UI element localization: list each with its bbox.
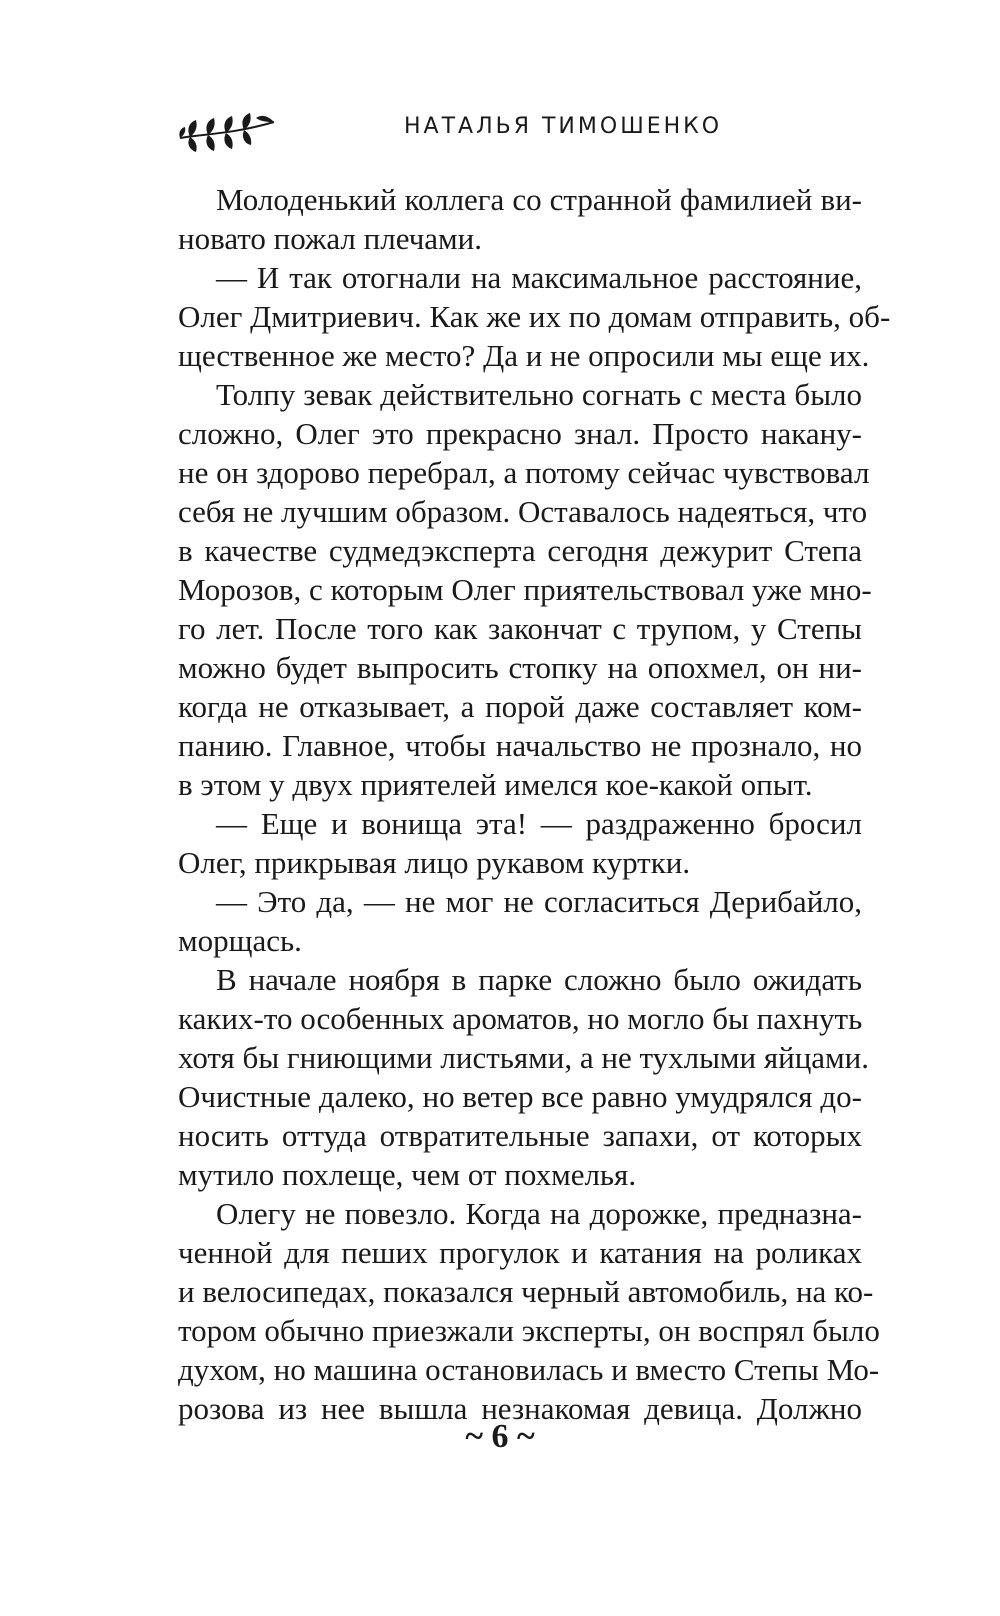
text-line: Олег, прикрывая лицо рукавом куртки. <box>178 845 691 880</box>
author-name: НАТАЛЬЯ ТИМОШЕНКО <box>404 114 723 139</box>
text-line: морщась. <box>178 923 302 958</box>
leaf-branch-icon <box>178 108 278 156</box>
text-line: носить оттуда отвратительные запахи, от которых <box>178 1118 862 1153</box>
text-line: — Это да, — не мог не согласиться Дерибайло, <box>216 884 862 919</box>
text-line: Толпу зевак действительно согнать с места было <box>216 377 862 412</box>
text-line: — И так отогнали на максимальное расстояние, <box>216 260 862 295</box>
text-line: Очистные далеко, но ветер все равно умудрялся до- <box>178 1079 862 1114</box>
text-line: щественное же место? Да и не опросили мы еще их. <box>178 338 870 373</box>
text-line: новато пожал плечами. <box>178 221 483 256</box>
text-line: го лет. После того как закончат с трупом, у Степы <box>178 611 862 646</box>
text-line: в этом у двух приятелей имелся кое-какой опыт. <box>178 767 813 802</box>
text-line: и велосипедах, показался черный автомобиль, на ко- <box>178 1274 874 1309</box>
text-line: не он здорово перебрал, а потому сейчас чувствовал <box>178 455 870 490</box>
page-number: ~ 6 ~ <box>465 1418 535 1455</box>
text-line: В начале ноября в парке сложно было ожидать <box>216 962 862 997</box>
text-line: ченной для пеших прогулок и катания на роликах <box>178 1235 862 1270</box>
text-line: Молоденький коллега со странной фамилией ви- <box>216 182 862 217</box>
text-line: панию. Главное, чтобы начальство не прознало, но <box>178 728 862 763</box>
text-line: сложно, Олег это прекрасно знал. Просто накану- <box>178 416 862 451</box>
running-header <box>178 108 878 158</box>
text-line: себя не лучшим образом. Оставалось надеяться, что <box>178 494 868 529</box>
text-line: можно будет выпросить стопку на опохмел, он ни- <box>178 650 862 685</box>
text-line: Олегу не повезло. Когда на дорожке, предназна- <box>216 1196 862 1231</box>
body-text <box>178 180 891 1428</box>
text-line: хотя бы гниющими листьями, а не тухлыми яйцами. <box>178 1040 870 1075</box>
text-line: мутило похлеще, чем от похмелья. <box>178 1157 637 1192</box>
text-line: каких-то особенных ароматов, но могло бы пахнуть <box>178 1001 863 1036</box>
text-line: когда не отказывает, а порой даже составляет ком- <box>178 689 862 724</box>
text-line: духом, но машина остановилась и вместо Степы Мо- <box>178 1352 880 1387</box>
text-line: в качестве судмедэксперта сегодня дежурит Степа <box>178 533 862 568</box>
text-line: розова из нее вышла незнакомая девица. Должно <box>178 1391 862 1426</box>
text-line: Олег Дмитриевич. Как же их по домам отправить, об- <box>178 299 891 334</box>
text-line: Морозов, с которым Олег приятельствовал уже мно- <box>178 572 872 607</box>
text-line: тором обычно приезжали эксперты, он воспрял было <box>178 1313 880 1348</box>
text-line: — Еще и вонища эта! — раздраженно бросил <box>216 806 862 841</box>
